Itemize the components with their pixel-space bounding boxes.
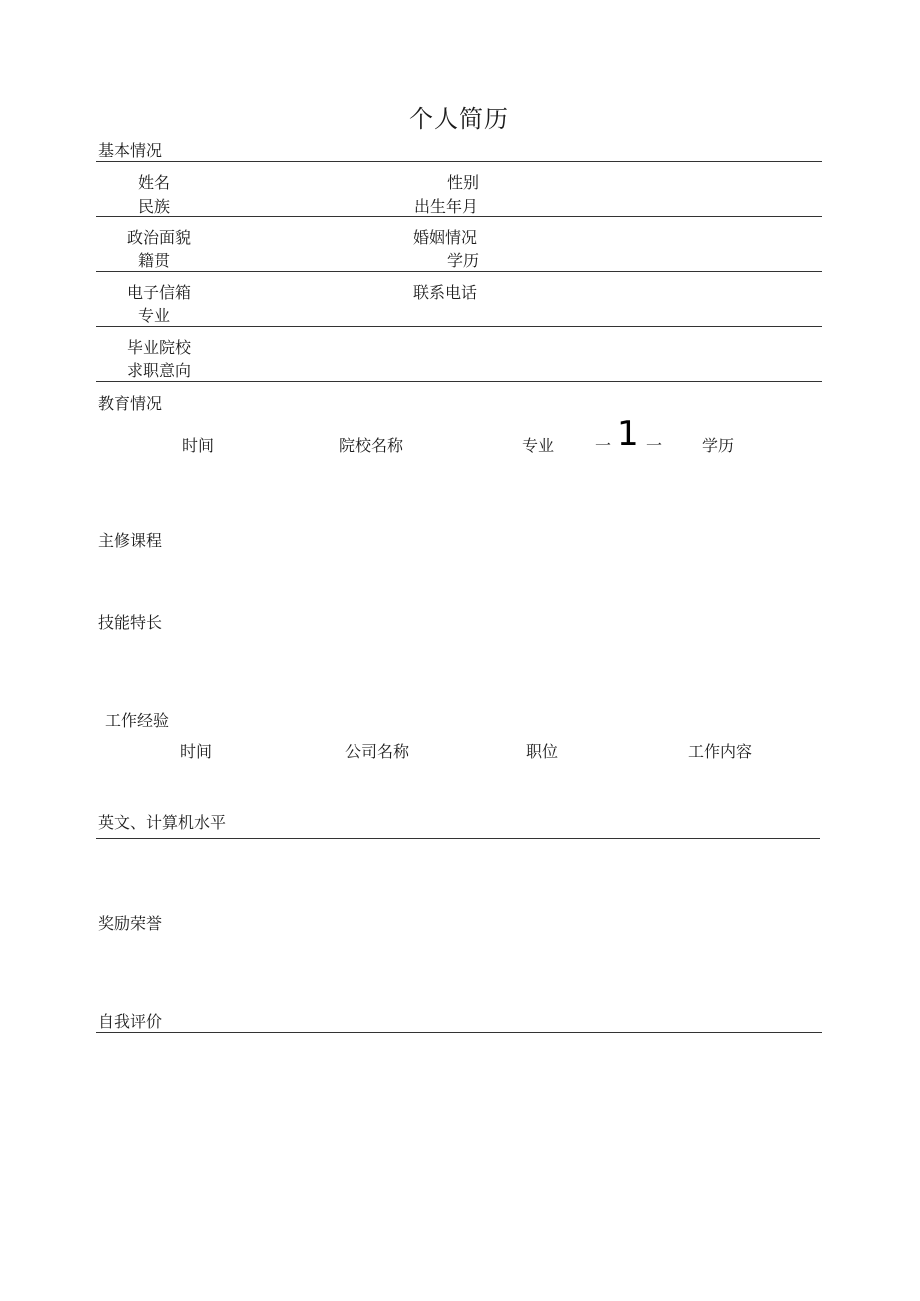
work-col-time: 时间 [180, 742, 213, 761]
ethnicity-label: 民族 [138, 197, 171, 216]
political-status-label: 政治面貌 [127, 228, 192, 247]
work-col-company: 公司名称 [345, 742, 410, 761]
divider [96, 161, 822, 162]
divider [96, 326, 822, 327]
major-label: 专业 [138, 306, 171, 325]
divider [96, 838, 820, 839]
work-col-content: 工作内容 [688, 742, 753, 761]
divider [96, 216, 822, 217]
skills-heading: 技能特长 [98, 613, 163, 632]
education-heading: 教育情况 [98, 394, 163, 413]
language-computer-heading: 英文、计算机水平 [98, 813, 227, 832]
phone-label: 联系电话 [413, 283, 478, 302]
job-intent-label: 求职意向 [127, 361, 192, 380]
basic-info-heading: 基本情况 [98, 141, 163, 160]
divider [96, 271, 822, 272]
name-label: 姓名 [138, 173, 171, 192]
page-title: 个人简历 [409, 105, 509, 133]
education-level-label: 学历 [447, 251, 480, 270]
self-evaluation-heading: 自我评价 [98, 1012, 163, 1031]
page-number-dash-left: 一 [595, 436, 612, 455]
divider [96, 381, 822, 382]
page-number: 1 [617, 414, 639, 454]
graduated-school-label: 毕业院校 [127, 338, 192, 357]
awards-heading: 奖励荣誉 [98, 914, 163, 933]
work-col-position: 职位 [526, 742, 559, 761]
work-experience-heading: 工作经验 [105, 711, 170, 730]
marital-status-label: 婚姻情况 [413, 228, 478, 247]
courses-heading: 主修课程 [98, 531, 163, 550]
birth-date-label: 出生年月 [414, 197, 479, 216]
email-label: 电子信箱 [127, 283, 192, 302]
edu-col-time: 时间 [182, 436, 215, 455]
edu-col-major: 专业 [522, 436, 555, 455]
native-place-label: 籍贯 [138, 251, 171, 270]
edu-col-school: 院校名称 [339, 436, 404, 455]
page-number-dash-right: 一 [646, 436, 663, 455]
edu-col-degree: 学历 [702, 436, 735, 455]
gender-label: 性别 [447, 173, 480, 192]
divider [96, 1032, 822, 1033]
